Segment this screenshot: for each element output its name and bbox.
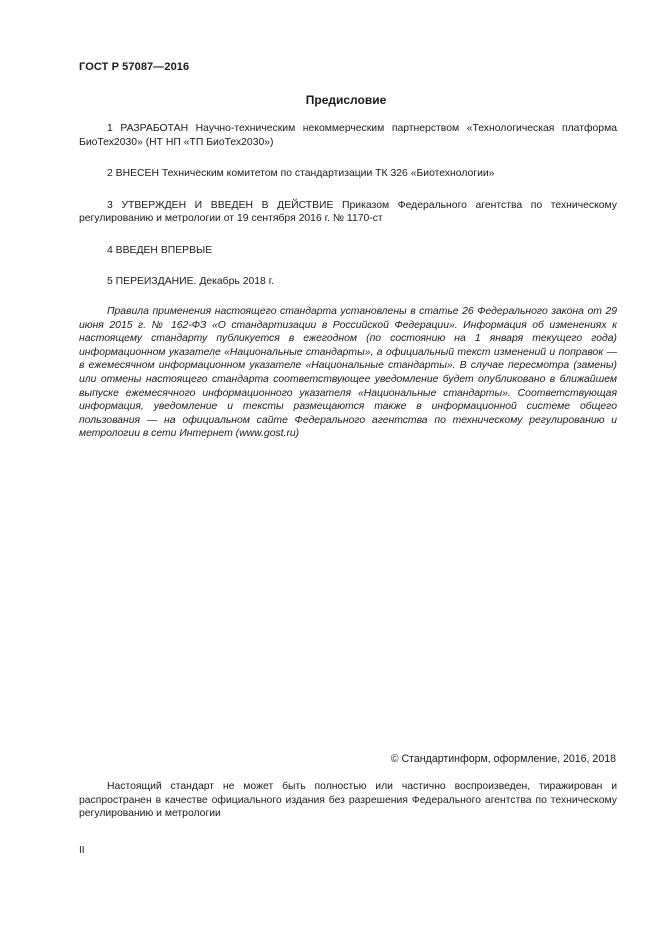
page-number: II	[79, 845, 85, 856]
copyright-line: © Стандартинформ, оформление, 2016, 2018	[390, 753, 616, 765]
foreword-item-first-introduced: 4 ВВЕДЕН ВПЕРВЫЕ	[107, 244, 213, 256]
foreword-item-developed: 1 РАЗРАБОТАН Научно-техническим некоммерческим партнерством «Технологическая платформа БиоТех2030» (НТ НП «ТП БиоТех2030»)	[79, 123, 617, 148]
document-code-header: ГОСТ Р 57087—2016	[79, 61, 190, 73]
foreword-item-reissue: 5 ПЕРЕИЗДАНИЕ. Декабрь 2018 г.	[107, 276, 275, 287]
application-rules-notice: Правила применения настоящего стандарта установлены в статье 26 Федерального закона от 29 июня 2015 г. № 162-ФЗ «О стандартизации в Российской Федерации». Информация об изменениях к настоящему стандарту публикуется в ежегодном (по состоянию на 1 января текущего года) информационном указателе «Национальные стандарты», а официальный текст изменений и поправок — в ежемесячном информационном указателе «Национальные стандарты». В случае пересмотра (замены) или отмены настоящего стандарта соответствующее уведомление будет опубликовано в ближайшем выпуске ежемесячного информационного указателя «Национальные стандарты». Соответствующая информация, уведомление и тексты размещаются также в информационной системе общего пользования — на официальном сайте Федерального агентства по техническому регулированию и метрологии в сети Интернет (www.gost.ru)	[79, 306, 617, 440]
foreword-item-approved: 3 УТВЕРЖДЕН И ВВЕДЕН В ДЕЙСТВИЕ Приказом Федерального агентства по техническому регулированию и метрологии от 19 сентября 2016 г. № 1170-ст	[79, 199, 617, 224]
foreword-item-introduced: 2 ВНЕСЕН Техническим комитетом по стандартизации ТК 326 «Биотехнологии»	[107, 168, 495, 179]
foreword-items-list	[79, 122, 617, 307]
section-title: Предисловие	[305, 93, 387, 107]
reproduction-disclaimer: Настоящий стандарт не может быть полностью или частично воспроизведен, тиражирован и распространен в качестве официального издания без разрешения Федерального агентства по техническому регулированию и метрологии	[79, 781, 617, 819]
